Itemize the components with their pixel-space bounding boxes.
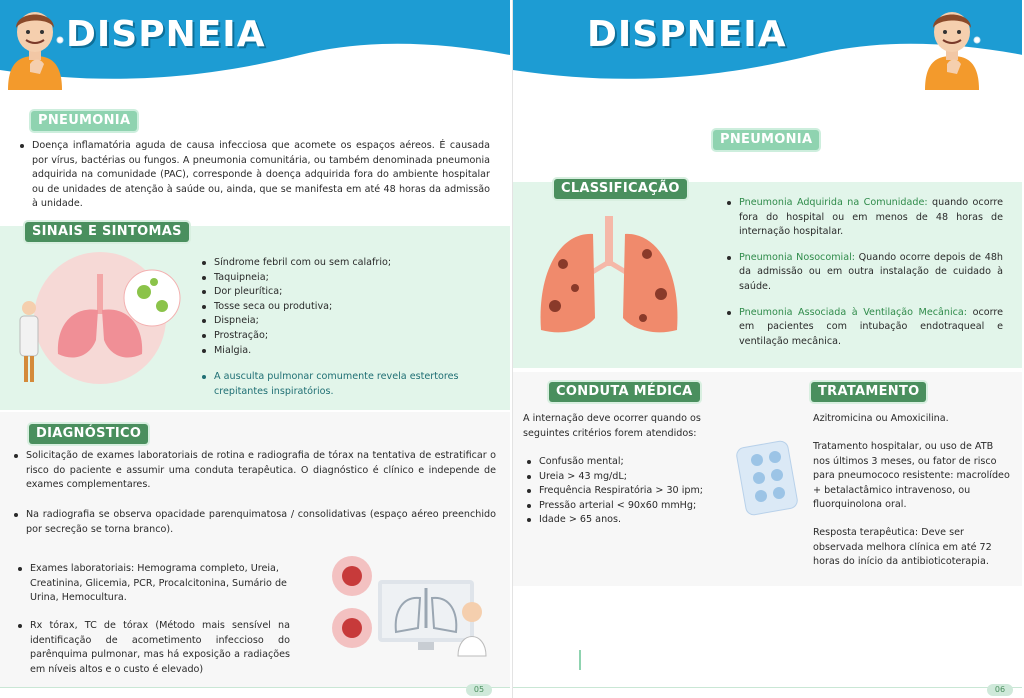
classification-item xyxy=(725,196,1003,240)
diagnosis-p4 xyxy=(16,619,290,677)
classification-item xyxy=(725,251,1003,295)
classification-term: Pneumonia Nosocomial: xyxy=(739,251,855,263)
cursor-mark xyxy=(579,650,581,670)
diagnosis-p3 xyxy=(16,562,290,606)
sign-item: Síndrome febril com ou sem calafrio; xyxy=(200,256,490,271)
conduta-list xyxy=(525,455,731,528)
conduta-item: Pressão arterial < 90x60 mmHg; xyxy=(525,499,731,514)
classification-term: Pneumonia Associada à Ventilação Mecânica: xyxy=(739,306,968,318)
diag-item-3: Exames laboratoriais: Hemograma completo, Ureia, Creatinina, Glicemia, PCR, Procalcitonina, Sumário de Urina, Hemocultura. xyxy=(16,562,290,606)
pneumonia-intro xyxy=(18,139,490,212)
conduta-item: Ureia > 43 mg/dL; xyxy=(525,470,731,485)
pneumonia-tag: PNEUMONIA xyxy=(31,111,137,131)
classification-item xyxy=(725,306,1003,350)
pill-blister-icon xyxy=(735,440,799,516)
conduta-tag: CONDUTA MÉDICA xyxy=(549,382,700,402)
classification-term: Pneumonia Adquirida na Comunidade: xyxy=(739,197,928,208)
diag-item-1: Solicitação de exames laboratoriais de rotina e radiografia de tórax na tentativa de estratificar o risco do paciente e assumir uma conduta terapêutica. O diagnóstico é clínico e independe de exames complementares. xyxy=(12,449,496,493)
sign-item: Taquipneia; xyxy=(200,271,490,286)
page-06 xyxy=(512,0,1022,698)
ausculta-note xyxy=(200,370,490,399)
diagnosis-p1 xyxy=(12,449,496,493)
lungs-virus-icon xyxy=(14,244,190,390)
sign-item: Tosse seca ou produtiva; xyxy=(200,300,490,315)
person-coughing-icon xyxy=(917,0,987,90)
page-number: 06 xyxy=(987,684,1013,696)
sign-item: Dor pleurítica; xyxy=(200,285,490,300)
page-05 xyxy=(0,0,510,698)
page-title: DISPNEIA xyxy=(66,14,266,55)
classification-list xyxy=(725,196,1003,360)
classification-tag: CLASSIFICAÇÃO xyxy=(554,179,687,199)
tratamento-p1: Azitromicina ou Amoxicilina. xyxy=(813,413,949,424)
xray-screen-icon xyxy=(322,548,492,658)
page-header xyxy=(513,0,1022,92)
conduta-item: Idade > 65 anos. xyxy=(525,513,731,528)
classification-text: ocorre em pacientes com intubação endotraqueal e ventilação mecânica. xyxy=(739,306,1003,347)
signs-list xyxy=(200,256,490,358)
conduta-item: Frequência Respiratória > 30 ipm; xyxy=(525,484,731,499)
footer-line xyxy=(0,687,510,688)
tratamento-p3: Resposta terapêutica: Deve ser observada melhora clínica em até 72 horas do início da antibioticoterapia. xyxy=(813,527,992,568)
sign-item: Mialgia. xyxy=(200,344,490,359)
footer-line xyxy=(513,687,1022,688)
conduta-item: Confusão mental; xyxy=(525,455,731,470)
diagnosis-tag: DIAGNÓSTICO xyxy=(29,424,148,444)
ausculta-item: A ausculta pulmonar comumente revela estertores crepitantes inspiratórios. xyxy=(200,370,490,399)
lungs-icon xyxy=(533,214,685,336)
page-number: 05 xyxy=(466,684,492,696)
diag-item-4: Rx tórax, TC de tórax (Método mais sensível na identificação de acometimento infeccioso do parênquima pulmonar, mas há exposição a radiações em níveis altos e o custo é elevado) xyxy=(16,619,290,677)
page-header xyxy=(0,0,510,92)
tratamento-p2: Tratamento hospitalar, ou uso de ATB nos últimos 3 meses, ou fator de risco para pneumococo resistente: macrolídeo + betalactâmico intravenoso, ou fluorquinolona oral. xyxy=(813,441,1010,511)
sign-item: Prostração; xyxy=(200,329,490,344)
pneumonia-tag: PNEUMONIA xyxy=(713,130,819,150)
page-title: DISPNEIA xyxy=(587,14,787,55)
conduta-intro: A internação deve ocorrer quando os seguintes critérios forem atendidos: xyxy=(523,413,701,439)
sign-item: Dispneia; xyxy=(200,314,490,329)
tratamento-tag: TRATAMENTO xyxy=(811,382,926,402)
classification-text: quando ocorre fora do hospital ou em menos de 48 horas de internação hospitalar. xyxy=(739,197,1003,238)
diagnosis-p2 xyxy=(12,508,496,537)
diag-item-2: Na radiografia se observa opacidade parenquimatosa / consolidativas (espaço aéreo preenchido por secreção se torna branco). xyxy=(12,508,496,537)
person-coughing-icon xyxy=(0,0,70,90)
signs-tag: SINAIS E SINTOMAS xyxy=(25,222,189,242)
classification-text: Quando ocorre depois de 48h da admissão ou em outra instalação de cuidado à saúde. xyxy=(739,251,1003,292)
intro-item: Doença inflamatória aguda de causa infecciosa que acomete os espaços aéreos. É causada por vírus, bactérias ou fungos. A pneumonia comunitária, ou também denominada pneumonia adquirida na comunidade (PAC), corresponde à doença adquirida fora do ambiente hospitalar ou de unidades de atenção à saúde ou, ainda, que se manifesta em até 48 horas da admissão à unidade. xyxy=(18,139,490,212)
